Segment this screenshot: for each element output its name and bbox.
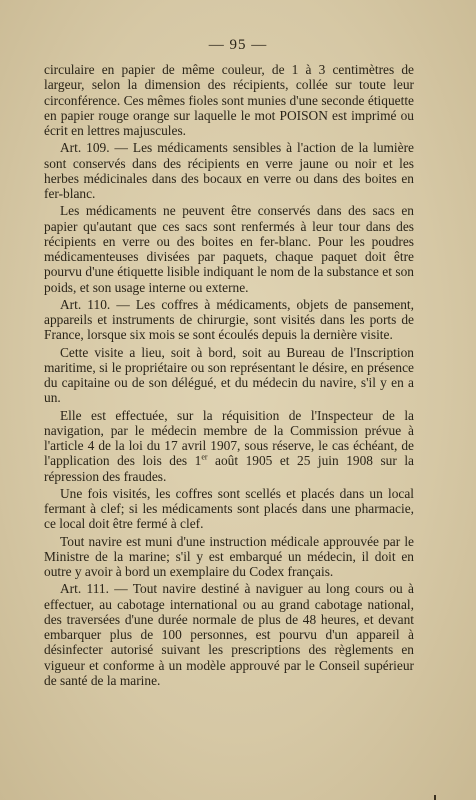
paragraph-paper-sacks: Les médicaments ne peuvent être conservés dans des sacs en papier qu'autant que ces sacs sont renfermés à leur tour dans des récipients en verre ou des boites en fer-blanc. Pour les poudres médicamenteuses divisées par paquets, chaque paquet doit être pourvu d'une étiquette lisible indiquant le nom de la substance et son poids, et son usage interne ou externe.: [44, 203, 414, 295]
paragraph-visit-location: Cette visite a lieu, soit à bord, soit au Bureau de l'Inscription maritime, si le propriétaire ou son représentant le désire, en présence du capitaine ou de son délégué, et du médecin du navire, s'il y en a un.: [44, 344, 414, 406]
paragraph-art-110: Art. 110. — Les coffres à médicaments, objets de pansement, appareils et instruments de chirurgie, sont visités dans les ports de France, lorsque six mois se sont écoulés depuis la dernière visite.: [44, 296, 414, 343]
paragraph-medical-instruction: Tout navire est muni d'une instruction médicale approuvée par le Ministre de la marine; s'il y est embarqué un médecin, il doit en outre y avoir à bord un exemplaire du Codex français.: [44, 533, 414, 579]
page-edge-mark: [434, 795, 436, 800]
paragraph-art-111: Art. 111. — Tout navire destiné à naviguer au long cours ou à effectuer, au cabotage international ou au grand cabotage national, des traversées d'une durée normale de plus de 48 heures, et devant embarquer plus de 100 personnes, est pourvu d'un appareil à désinfecter autorisé suivant les prescriptions des règlements en vigueur et conforme à un modèle approuvé par le Conseil supérieur de santé de la marine.: [44, 581, 414, 688]
document-body: [44, 62, 414, 690]
paragraph-sealed-coffers: Une fois visités, les coffres sont scellés et placés dans un local fermant à clef; si les médicaments sont placés dans une pharmacie, ce local doit être fermé à clef.: [44, 485, 414, 532]
paragraph-art-109: Art. 109. — Les médicaments sensibles à l'action de la lumière sont conservés dans des récipients en verre jaune ou noir et les herbes médicinales dans des bocaux en verre ou dans des boites en fer-blanc.: [44, 140, 414, 201]
page-number: — 95 —: [208, 37, 268, 53]
requisition-text-end: août 1905 et 25 juin 1908 sur la répression des fraudes.: [44, 453, 414, 484]
superscript-er: er: [201, 452, 208, 462]
paragraph-requisition: [44, 408, 414, 484]
paragraph-label-continuation: circulaire en papier de même couleur, de 1 à 3 centimètres de largeur, selon la dimension des récipients, collée sur toute leur circonférence. Ces mêmes fioles sont munies d'une seconde étiquette en papier rouge orange sur laquelle le mot POISON est imprimé ou écrit en lettres majuscules.: [44, 62, 414, 138]
requisition-text-start: Elle est effectuée, sur la réquisition de l'Inspecteur de la navigation, par le médecin membre de la Commission prévue à l'article 4 de la loi du 17 avril 1907, sous réserve, le cas échéant, de l'application des lois des 1: [44, 407, 414, 469]
